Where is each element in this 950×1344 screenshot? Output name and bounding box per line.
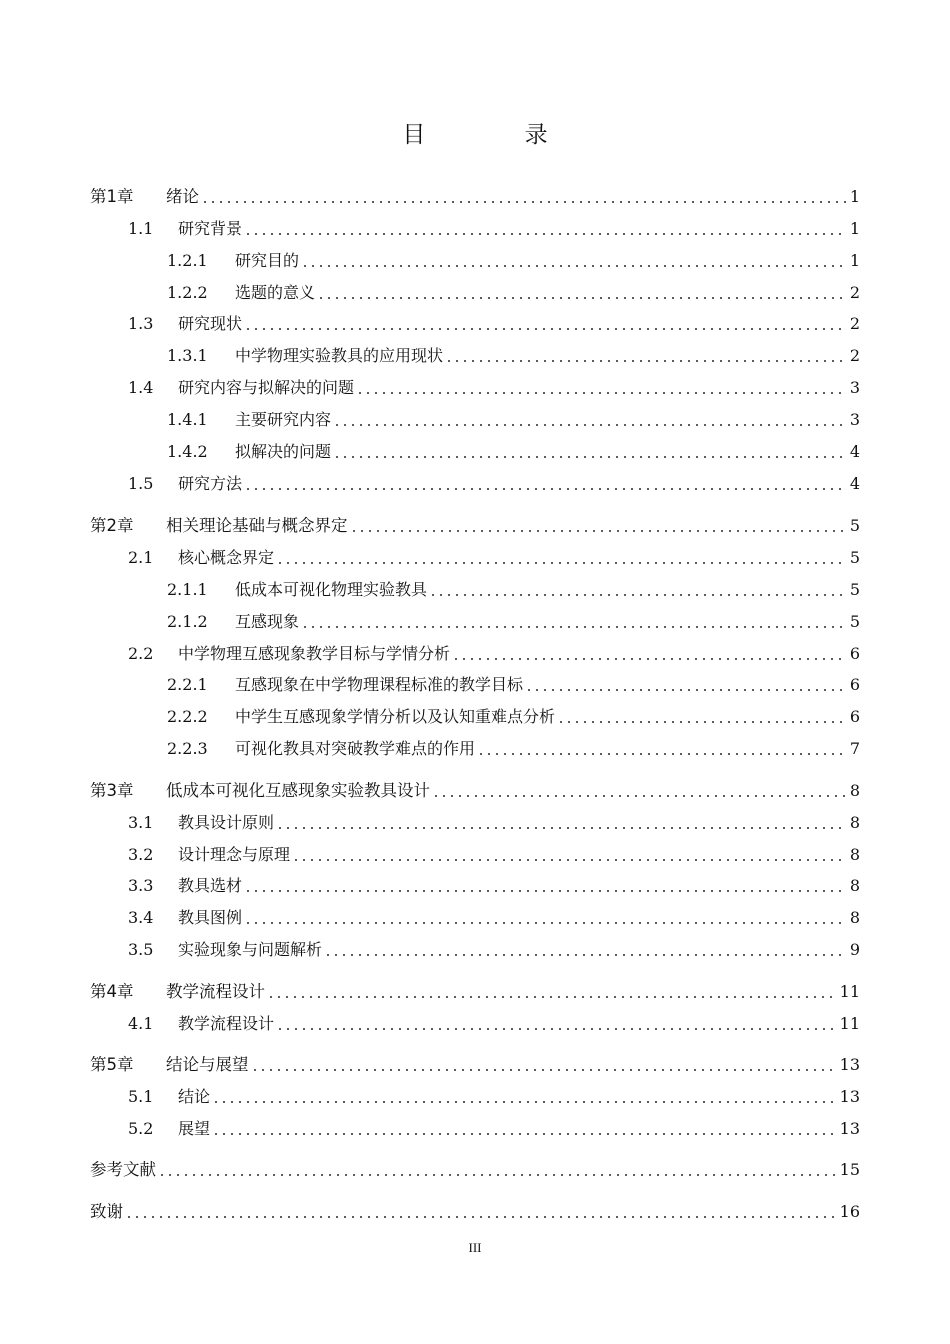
dot-leader [251,1069,836,1071]
dot-leader [267,996,836,998]
toc-entry[interactable] [90,511,860,537]
toc-entry-label: 结论 [178,1087,211,1106]
toc-entry[interactable] [128,840,860,866]
toc-entry-label: 低成本可视化互感现象实验教具设计 [166,781,430,800]
toc-entry-label: 教学流程设计 [178,1014,275,1033]
toc-entry-label: 实验现象与问题解析 [178,940,323,959]
toc-entry-label: 教具图例 [178,908,243,927]
toc-entry-number: 5.2 [128,1119,154,1138]
dot-leader [333,424,846,426]
dot-leader [525,689,846,691]
toc-entry[interactable] [90,977,860,1003]
toc-entry[interactable] [90,182,860,208]
toc-entry-label: 绪论 [166,187,199,206]
toc-entry-label: 研究方法 [178,474,243,493]
toc-entry-number: 3.1 [128,813,154,832]
dot-leader [244,233,846,235]
toc-entry-page: 5 [849,516,860,535]
dot-leader [201,201,846,203]
toc-entry[interactable] [128,639,860,665]
toc-entry[interactable] [128,309,860,335]
toc-entry-number: 1.4.1 [167,410,208,429]
toc-entry-number: 2.2 [128,644,154,663]
toc-entry-page: 8 [849,781,860,800]
toc-entry-number: 3.5 [128,940,154,959]
dot-leader [276,562,846,564]
toc-entry-page: 11 [839,1014,860,1033]
toc-entry-number: 1.3 [128,314,154,333]
toc-entry[interactable] [128,1114,860,1140]
toc-entry[interactable] [90,1197,860,1223]
toc-entry-number: 2.1.1 [167,580,208,599]
toc-entry-number: 2.2.2 [167,707,208,726]
toc-entry-number: 第2章 [90,516,134,535]
toc-entry-page: 7 [849,739,860,758]
toc-entry-label: 研究目的 [235,251,300,270]
dot-leader [276,827,846,829]
toc-entry-page: 8 [849,876,860,895]
toc-entry-number: 1.1 [128,219,154,238]
toc-entry-page: 1 [849,219,860,238]
toc-entry-number: 第4章 [90,982,134,1001]
toc-entry-number: 第1章 [90,187,134,206]
toc-entry[interactable] [167,437,860,463]
toc-entry-label: 选题的意义 [235,283,316,302]
toc-entry-number: 3.4 [128,908,154,927]
toc-entry-label: 结论与展望 [166,1055,249,1074]
toc-entry-page: 16 [839,1202,860,1221]
toc-entry-page: 13 [839,1055,860,1074]
toc-entry-label: 低成本可视化物理实验教具 [235,580,428,599]
toc-entry[interactable] [167,670,860,696]
dot-leader [317,297,846,299]
dot-leader [212,1133,836,1135]
toc-entry[interactable] [128,373,860,399]
toc-entry-page: 4 [849,474,860,493]
toc-entry-number: 1.3.1 [167,346,208,365]
toc-entry-page: 4 [849,442,860,461]
page-title: 目 录 [402,122,594,148]
dot-leader [212,1101,836,1103]
dot-leader [557,721,846,723]
toc-entry-number: 3.2 [128,845,154,864]
toc-entry[interactable] [167,341,860,367]
toc-entry-page: 3 [849,378,860,397]
toc-entry-page: 2 [849,346,860,365]
dot-leader [125,1216,836,1218]
toc-entry-number: 1.2.2 [167,283,208,302]
toc-entry-page: 5 [849,580,860,599]
toc-entry-label: 中学物理互感现象教学目标与学情分析 [178,644,451,663]
toc-entry-number: 1.5 [128,474,154,493]
toc-entry[interactable] [90,1155,860,1181]
toc-entry[interactable] [128,935,860,961]
toc-entry[interactable] [167,734,860,760]
toc-entry-page: 3 [849,410,860,429]
toc-entry[interactable] [167,575,860,601]
toc-entry-number: 3.3 [128,876,154,895]
page-number: III [468,1240,482,1255]
toc-entry[interactable] [128,871,860,897]
toc-entry-number: 5.1 [128,1087,154,1106]
toc-entry-page: 5 [849,548,860,567]
toc-entry[interactable] [167,405,860,431]
toc-entry-number: 2.1 [128,548,154,567]
toc-entry-page: 13 [839,1087,860,1106]
dot-leader [350,530,846,532]
toc-entry-number: 1.4 [128,378,154,397]
toc-entry[interactable] [128,469,860,495]
dot-leader [333,456,846,458]
toc-entry[interactable] [90,1050,860,1076]
toc-entry-number: 2.2.1 [167,675,208,694]
toc-entry-label: 研究现状 [178,314,243,333]
toc-entry[interactable] [128,808,860,834]
toc-entry-label: 教具设计原则 [178,813,275,832]
toc-entry-page: 2 [849,314,860,333]
toc-entry-page: 9 [849,940,860,959]
toc-entry-page: 8 [849,845,860,864]
toc-entry-page: 1 [849,187,860,206]
toc-entry[interactable] [90,776,860,802]
dot-leader [244,922,846,924]
toc-entry-label: 展望 [178,1119,211,1138]
toc-entry-label: 研究背景 [178,219,243,238]
toc-entry-page: 11 [839,982,860,1001]
dot-leader [477,753,846,755]
dot-leader [301,265,846,267]
toc-entry-page: 5 [849,612,860,631]
toc-entry[interactable] [128,214,860,240]
toc-entry-label: 教具选材 [178,876,243,895]
dot-leader [452,658,846,660]
toc-entry-page: 15 [839,1160,860,1179]
toc-entry-page: 2 [849,283,860,302]
toc-entry-label: 互感现象在中学物理课程标准的教学目标 [235,675,524,694]
dot-leader [432,795,846,797]
toc-entry-label: 参考文献 [90,1160,156,1179]
toc-entry-number: 第3章 [90,781,134,800]
toc-entry-label: 教学流程设计 [166,982,265,1001]
toc-entry-page: 6 [849,707,860,726]
toc-entry[interactable] [167,702,860,728]
toc-entry-number: 1.2.1 [167,251,208,270]
toc-entry-page: 6 [849,644,860,663]
toc-entry-label: 研究内容与拟解决的问题 [178,378,355,397]
dot-leader [244,328,846,330]
toc-entry-label: 相关理论基础与概念界定 [166,516,348,535]
toc-entry-label: 中学生互感现象学情分析以及认知重难点分析 [235,707,556,726]
toc-entry[interactable] [128,903,860,929]
toc-entry-label: 设计理念与原理 [178,845,291,864]
dot-leader [356,392,846,394]
toc-entry[interactable] [167,246,860,272]
dot-leader [158,1174,836,1176]
dot-leader [276,1028,836,1030]
toc-entry-number: 4.1 [128,1014,154,1033]
toc-entry-label: 中学物理实验教具的应用现状 [235,346,444,365]
toc-entry[interactable] [128,1082,860,1108]
toc-entry[interactable] [167,607,860,633]
dot-leader [244,890,846,892]
toc-entry-number: 1.4.2 [167,442,208,461]
toc-entry-page: 8 [849,908,860,927]
toc-entry-label: 核心概念界定 [178,548,275,567]
toc-entry-label: 互感现象 [235,612,300,631]
toc-entry-label: 拟解决的问题 [235,442,332,461]
toc-entry[interactable] [128,543,860,569]
toc-entry-page: 13 [839,1119,860,1138]
toc-entry-label: 致谢 [90,1202,123,1221]
dot-leader [292,859,846,861]
dot-leader [301,626,846,628]
dot-leader [429,594,846,596]
toc-entry-number: 2.1.2 [167,612,208,631]
toc-entry-page: 8 [849,813,860,832]
toc-entry-label: 主要研究内容 [235,410,332,429]
toc-entry[interactable] [128,1009,860,1035]
toc-entry-number: 第5章 [90,1055,134,1074]
toc-entry-number: 2.2.3 [167,739,208,758]
toc-entry-page: 1 [849,251,860,270]
toc-entry-page: 6 [849,675,860,694]
dot-leader [244,488,846,490]
dot-leader [324,954,846,956]
dot-leader [445,360,846,362]
toc-entry-label: 可视化教具对突破教学难点的作用 [235,739,476,758]
toc-entry[interactable] [167,278,860,304]
